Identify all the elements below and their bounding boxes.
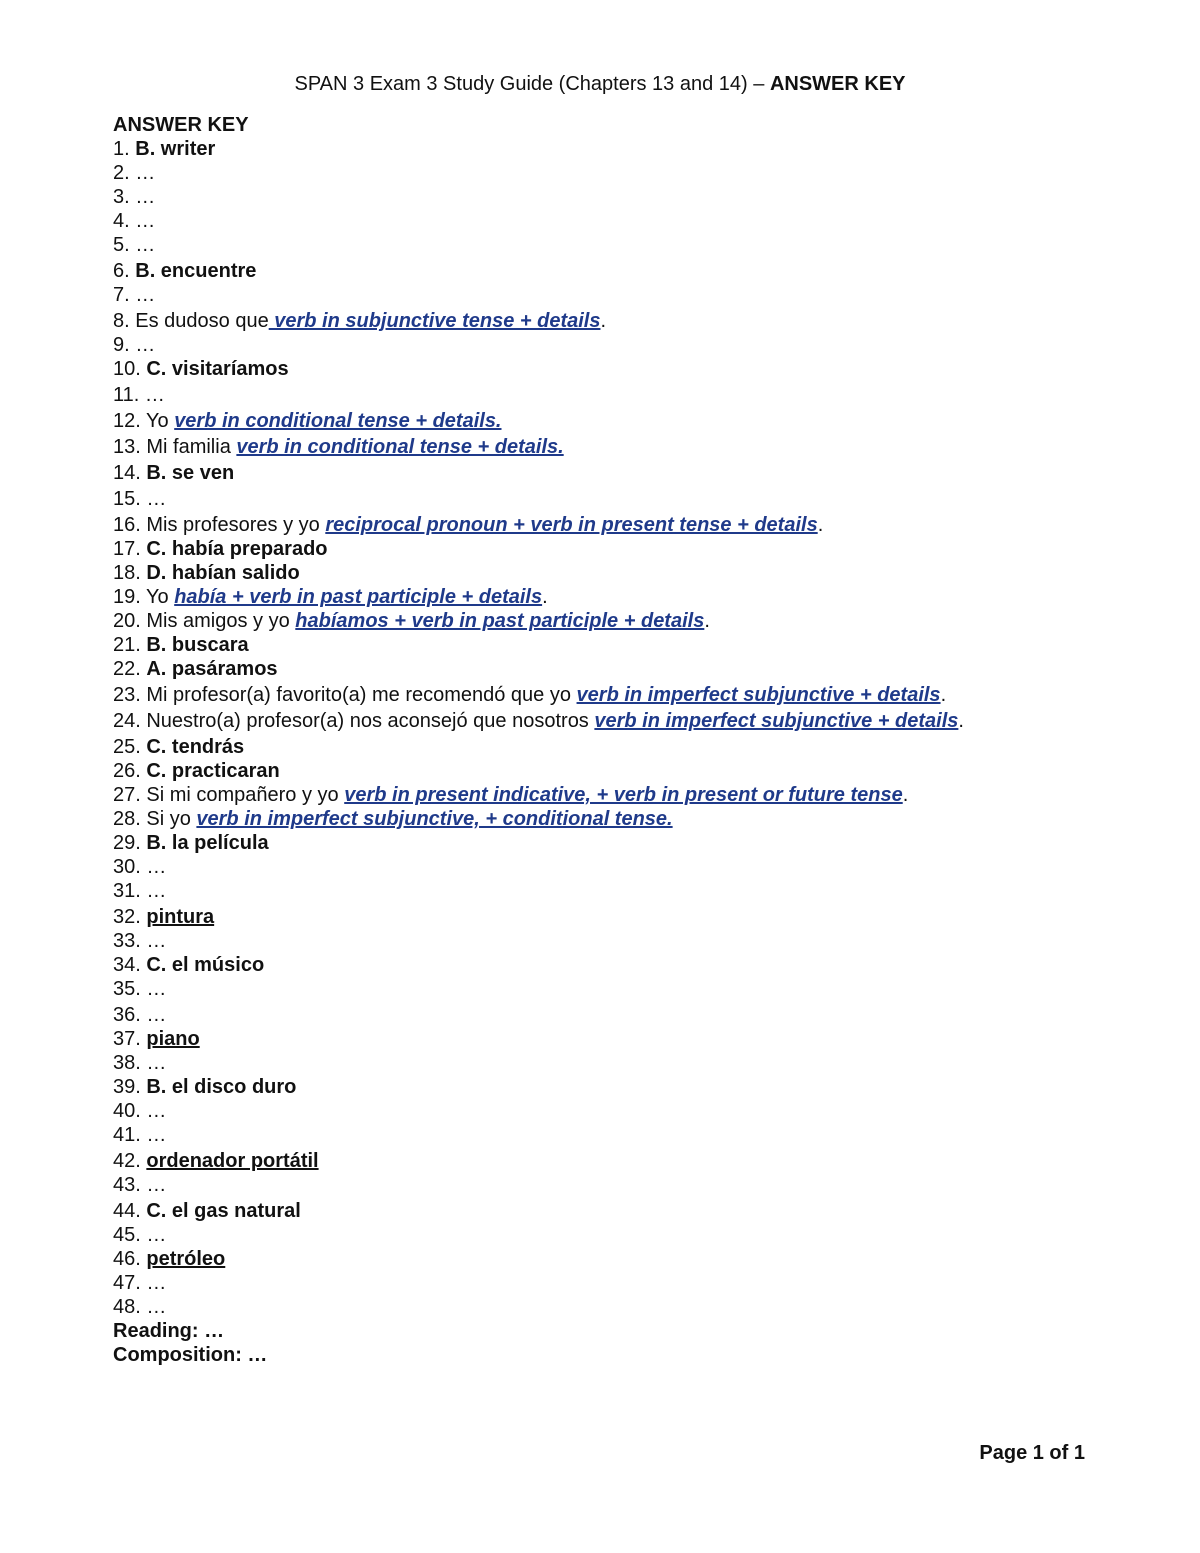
answer-number: 38. … [113, 1052, 167, 1074]
answer-number: 29. [113, 832, 147, 854]
answer-text: verb in imperfect subjunctive, + conditional tense. [196, 808, 673, 830]
answer-item [113, 585, 1113, 609]
answer-text: pintura [146, 906, 215, 928]
answer-number: 32. [113, 906, 147, 928]
answer-number: 19. [113, 586, 146, 608]
answer-number: 5. … [113, 234, 156, 256]
header-title-bold: ANSWER KEY [769, 73, 906, 95]
answer-suffix: . [817, 514, 824, 536]
answer-number: 11. … [113, 384, 165, 406]
of-label: of [1043, 1442, 1074, 1464]
answer-item [113, 1099, 1113, 1123]
header-title: SPAN 3 Exam 3 Study Guide (Chapters 13 and 14) – [294, 73, 770, 95]
answer-number: 12. [113, 410, 146, 432]
answer-number: 28. [113, 808, 147, 830]
answer-number: 6. [113, 260, 136, 282]
answer-number: 24. [113, 710, 147, 732]
answer-number: 16. [113, 514, 147, 536]
answer-prompt: Mi familia [146, 436, 237, 458]
answer-item [113, 681, 1113, 707]
answer-item [113, 929, 1113, 953]
answer-item [113, 185, 1113, 209]
section-title: ANSWER KEY [113, 114, 249, 136]
answer-item [113, 609, 1113, 633]
answer-text: piano [146, 1028, 200, 1050]
answer-suffix: . [600, 310, 607, 332]
answer-text: verb in present indicative, + verb in present or future tense [344, 784, 903, 806]
answer-number: 40. … [113, 1100, 167, 1122]
answer-number: 7. … [113, 284, 156, 306]
answer-text: habíamos + verb in past participle + details [295, 610, 705, 632]
answer-item [113, 1075, 1113, 1099]
answer-item [113, 209, 1113, 233]
answer-number: 34. [113, 954, 147, 976]
answer-number: 45. … [113, 1224, 167, 1246]
answer-item [113, 1271, 1113, 1295]
answer-number: 42. [113, 1150, 147, 1172]
answer-number: 26. [113, 760, 147, 782]
answer-text: C. el gas natural [146, 1200, 301, 1222]
answer-suffix: . [902, 784, 909, 806]
answer-number: 46. [113, 1248, 147, 1270]
answer-item [113, 879, 1113, 903]
answer-item [113, 1197, 1113, 1223]
answer-item [113, 759, 1113, 783]
answer-number: 8. [113, 310, 136, 332]
answer-prompt: Mis amigos y yo [146, 610, 296, 632]
answer-number: 3. … [113, 186, 156, 208]
answer-text: C. el músico [146, 954, 265, 976]
answer-item [113, 1147, 1113, 1173]
answer-text: reciprocal pronoun + verb in present tense + details [325, 514, 818, 536]
answer-text: C. tendrás [146, 736, 245, 758]
answer-prompt: Es dudoso que [135, 310, 269, 332]
answer-number: 4. … [113, 210, 156, 232]
answer-item [113, 1173, 1113, 1197]
answer-number: 44. [113, 1200, 147, 1222]
answer-number: 36. … [113, 1004, 167, 1026]
answer-number: 18. [113, 562, 147, 584]
answer-item [113, 433, 1113, 459]
answer-text: verb in subjunctive tense + details [268, 310, 601, 332]
page-footer [979, 1440, 1085, 1466]
answer-item [113, 855, 1113, 879]
answer-prompt: Yo [146, 410, 175, 432]
answer-number: 14. [113, 462, 147, 484]
answer-item [113, 511, 1113, 537]
answer-text: B. buscara [146, 634, 249, 656]
answer-item [113, 633, 1113, 657]
answer-number: 43. … [113, 1174, 167, 1196]
answer-item [113, 1319, 1113, 1343]
answer-number: 39. [113, 1076, 147, 1098]
answer-item [113, 561, 1113, 585]
answer-text: verb in conditional tense + details. [236, 436, 564, 458]
answer-item [113, 459, 1113, 485]
answer-item [113, 1295, 1113, 1319]
answer-prompt: Mi profesor(a) favorito(a) me recomendó que yo [146, 684, 577, 706]
answer-prompt: Yo [146, 586, 175, 608]
answer-text: Composition: … [113, 1344, 268, 1366]
answer-item [113, 307, 1113, 333]
answer-item [113, 953, 1113, 977]
answer-number: 41. … [113, 1124, 167, 1146]
answer-item [113, 1343, 1113, 1367]
answer-text: ordenador portátil [146, 1150, 319, 1172]
answer-suffix: . [704, 610, 710, 632]
answer-number: 27. [113, 784, 147, 806]
answer-item [113, 783, 1113, 807]
answer-item [113, 137, 1113, 161]
answer-prompt: Si mi compañero y yo [146, 784, 345, 806]
answer-suffix: . [940, 684, 947, 706]
answer-item [113, 233, 1113, 257]
answer-prompt: Nuestro(a) profesor(a) nos aconsejó que nosotros [146, 710, 595, 732]
page-header [0, 70, 1200, 98]
answer-text: C. practicaran [146, 760, 280, 782]
answer-item [113, 161, 1113, 185]
answer-suffix: . [542, 586, 548, 608]
answer-number: 2. … [113, 162, 156, 184]
answer-item [113, 381, 1113, 407]
answer-number: 21. [113, 634, 147, 656]
answer-text: verb in imperfect subjunctive + details [594, 710, 959, 732]
answer-item [113, 357, 1113, 381]
answer-item [113, 1051, 1113, 1075]
answer-item [113, 407, 1113, 433]
answer-text: verb in conditional tense + details. [174, 410, 502, 432]
answer-item [113, 537, 1113, 561]
answer-text: B. se ven [146, 462, 235, 484]
answer-item [113, 283, 1113, 307]
answer-number: 13. [113, 436, 147, 458]
answer-number: 33. … [113, 930, 167, 952]
answer-item [113, 1001, 1113, 1027]
answer-item [113, 1027, 1113, 1051]
answer-item [113, 1123, 1113, 1147]
answer-number: 25. [113, 736, 147, 758]
answer-item [113, 657, 1113, 681]
answer-text: C. había preparado [146, 538, 328, 560]
answer-item [113, 733, 1113, 759]
answer-number: 47. … [113, 1272, 167, 1294]
page-label: Page [979, 1442, 1033, 1464]
answer-number: 31. … [113, 880, 167, 902]
answer-text: D. habían salido [146, 562, 300, 584]
answer-number: 15. … [113, 488, 167, 510]
answer-text: verb in imperfect subjunctive + details [576, 684, 941, 706]
answer-item [113, 831, 1113, 855]
answer-text: B. encuentre [135, 260, 257, 282]
answer-item [113, 807, 1113, 831]
answer-text: C. visitaríamos [146, 358, 289, 380]
answer-number: 9. … [113, 334, 156, 356]
answer-item [113, 485, 1113, 511]
answer-number: 22. [113, 658, 147, 680]
answer-suffix: . [958, 710, 964, 732]
answer-item [113, 257, 1113, 283]
answer-text: había + verb in past participle + details [174, 586, 543, 608]
answer-item [113, 1223, 1113, 1247]
answer-text: petróleo [146, 1248, 226, 1270]
answer-number: 48. … [113, 1296, 167, 1318]
answer-number: 35. … [113, 978, 167, 1000]
answer-text: B. el disco duro [146, 1076, 297, 1098]
answer-number: 1. [113, 138, 136, 160]
answer-list [113, 137, 1113, 1367]
answer-text: A. pasáramos [146, 658, 278, 680]
answer-item [113, 977, 1113, 1001]
answer-number: 23. [113, 684, 147, 706]
page-number: 1 [1032, 1442, 1044, 1464]
answer-number: 17. [113, 538, 147, 560]
answer-text: B. la película [146, 832, 269, 854]
answer-item [113, 333, 1113, 357]
page-total: 1 [1073, 1442, 1085, 1464]
answer-item [113, 707, 1113, 733]
answer-text: Reading: … [113, 1320, 225, 1342]
answer-number: 37. [113, 1028, 147, 1050]
answer-item [113, 1247, 1113, 1271]
answer-text: B. writer [135, 138, 216, 160]
answer-prompt: Si yo [146, 808, 197, 830]
answer-number: 10. [113, 358, 147, 380]
answer-number: 20. [113, 610, 147, 632]
answer-item [113, 903, 1113, 929]
answer-number: 30. … [113, 856, 167, 878]
answer-prompt: Mis profesores y yo [146, 514, 326, 536]
